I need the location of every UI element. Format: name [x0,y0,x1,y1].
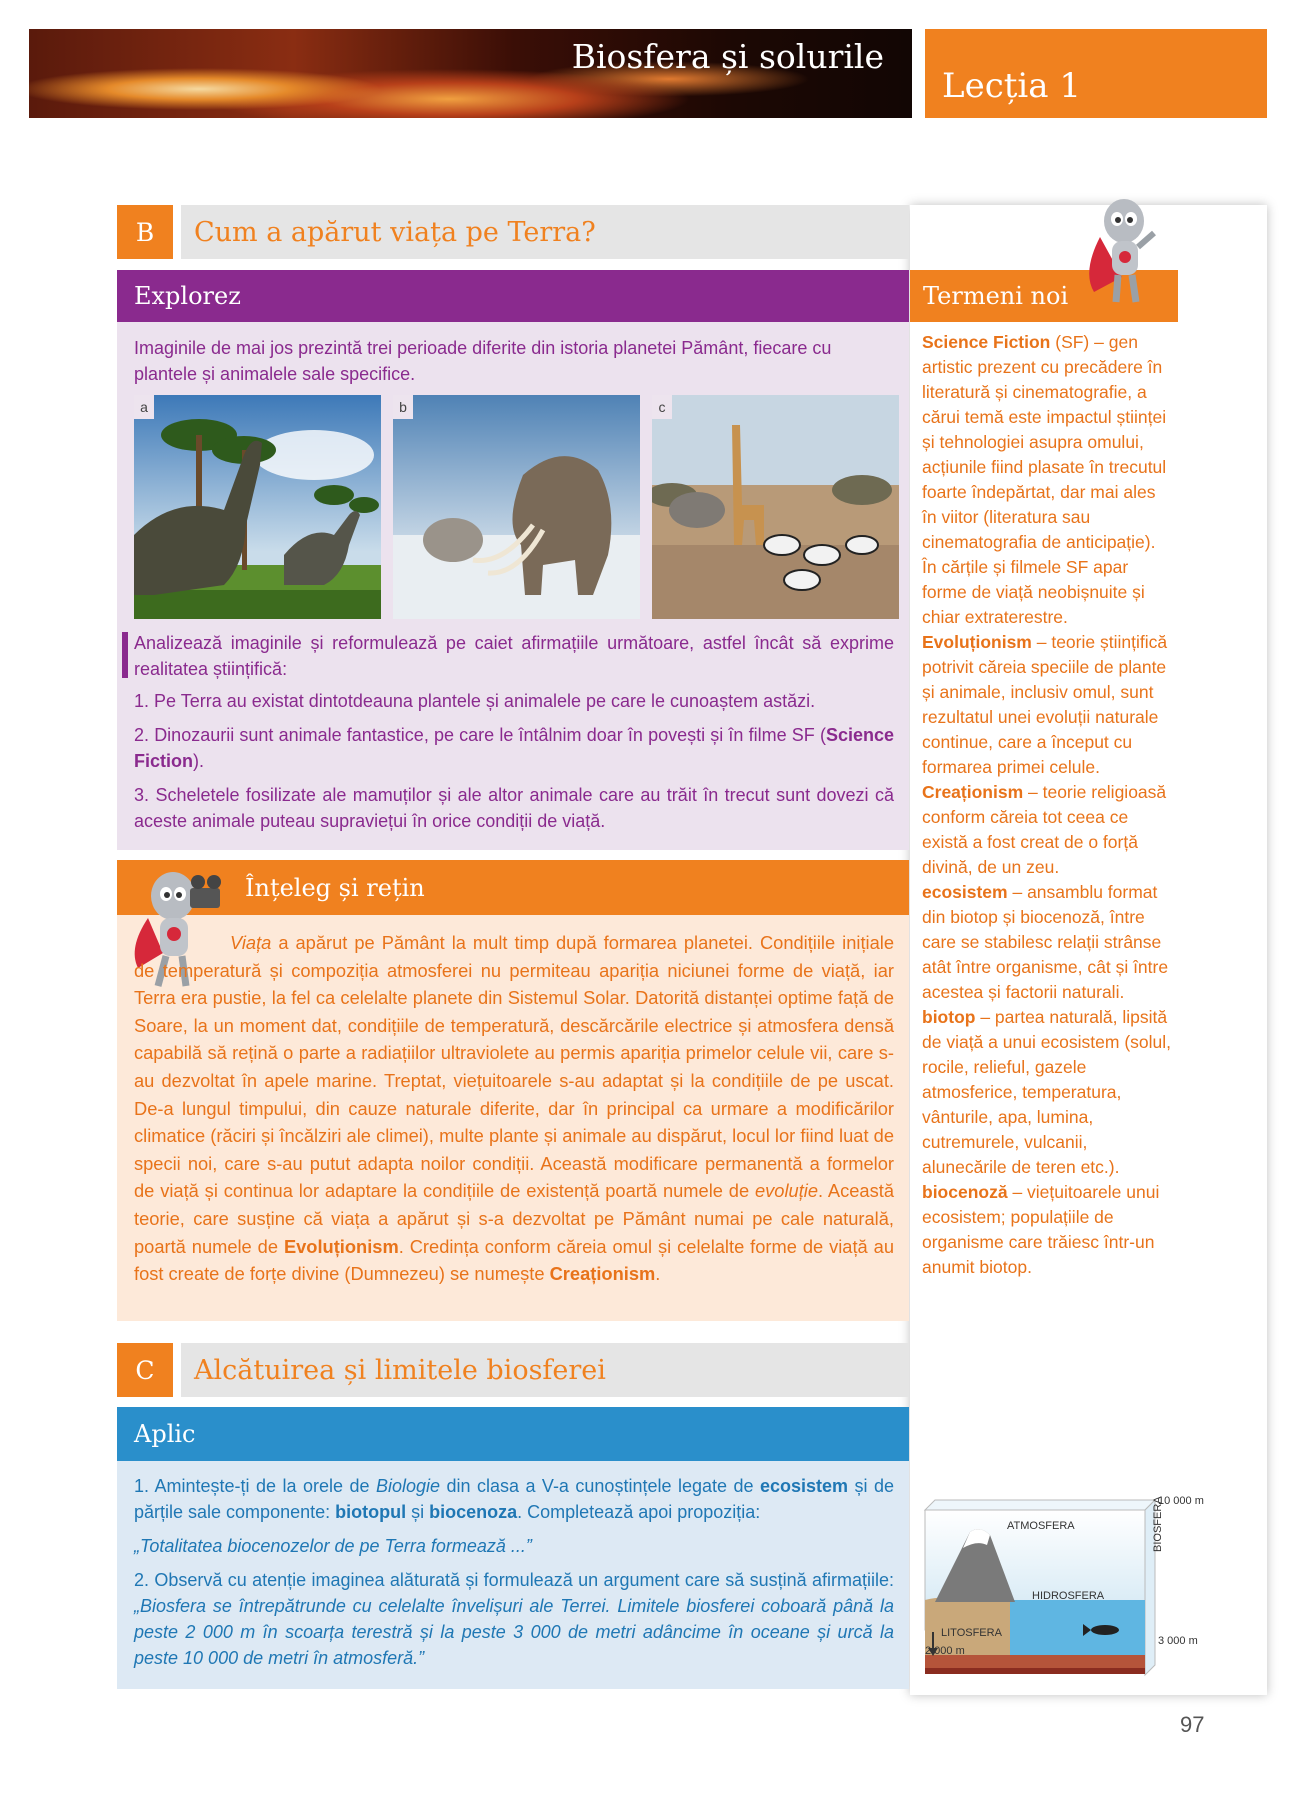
photo-dinosaurs [134,395,381,619]
explorez-intro: Imaginile de mai jos prezintă trei perioade diferite din istoria planetei Pământ, fiecare cu plantele și animalele sale specifice. [134,338,832,384]
chapter-title: Biosfera și solurile [571,37,884,76]
lesson-title: Lecția 1 [942,66,1081,106]
label-biosfera: BIOSFERA [1152,1496,1164,1552]
term-biotopul: biotopul [335,1502,407,1522]
term-ecosistem: ecosistem [759,1476,849,1496]
aplic-heading: Aplic [117,1407,909,1461]
text-part-4: . [655,1263,661,1285]
section-c-title: Alcătuirea și limitele biosferei [181,1343,909,1397]
explorez-item-3 [134,782,894,834]
term-entry-evolutionism [922,630,1172,780]
aplic-item-2 [134,1567,894,1671]
section-b-letter: B [117,205,173,259]
item-number: 1. [134,691,150,711]
item-number: 3. [134,785,150,805]
item-number: 1. [134,1476,150,1496]
photo-label-b: b [393,395,413,419]
aplic-item-1 [134,1473,894,1525]
label-litosfera: LITOSFERA [941,1627,1002,1639]
text-e: . Completează apoi propoziția: [517,1502,761,1522]
term-name: Science Fiction [922,332,1051,352]
biosphere-diagram [915,1490,1215,1685]
explorez-item-2 [134,722,894,774]
instruction-marker [122,632,128,678]
text-b: din clasa a V-a cunoștințele legate de [440,1476,760,1496]
term-creationism: Creaționism [549,1263,656,1285]
inteleg-heading: Înțeleg și rețin [117,860,909,915]
term-definition: – teorie științifică potrivit căreia speciile de plante și animale, inclusiv omul, sunt rezultatul unei evoluții naturale continue, care a început cu formarea primei celule. [922,632,1168,777]
quote-biosfera: „Biosfera se întrepătrunde cu celelalte învelișuri ale Terrei. Limitele biosferei coboară până la peste 2 000 m în scoarța terestră și la peste 3 000 de metri adâncime în oceane și urcă la peste 10 000 de metri în atmosferă.” [134,1596,894,1668]
text-d: și [406,1502,430,1522]
label-height-top: 10 000 m [1158,1495,1204,1507]
term-entry-creationism [922,780,1172,880]
label-depth-ocean: 3 000 m [1158,1635,1198,1647]
item-number: 2. [134,1570,150,1590]
explorez-heading: Explorez [117,270,909,322]
explorez-item-1 [134,688,894,714]
text-part-1: a apărut pe Pământ la mult timp după formarea planetei. Condițiile inițiale de temperatură și compoziția atmosferei nu permiteau apariția niciunei forme de viață, iar Terra era pustie, la fel ca celelalte planete din Sistemul Solar. Datorită distanței optime față de Soare, la un moment dat, condițiile de temperatură, descărcările electrice și atmosfera densă capabilă să rețină o parte a radiațiilor ultraviolete au permis apariția primelor celule vii, care s-au dezvoltat în apele marine. Treptat, viețuitoarele s-au adaptat și la condițiile de pe uscat. De-a lungul timpului, din cauze naturale diferite, dar în principal ca urmare a modificărilor climatice (răciri și încălziri ale climei), multe plante și animale au dispărut, locul lor fiind luat de specii noi, care s-au putut adapta noilor condiții. Această modificare permanentă a formelor de viață și continua lor adaptare la condițiile de existență poartă numele de [134,932,894,1202]
item-term: Science Fiction [134,725,894,771]
dinosaur-illustration [134,395,381,619]
em-viata: Viața [230,932,272,953]
termeni-list [922,330,1172,1280]
lesson-badge [925,29,1267,118]
aplic-quote-1: „Totalitatea biocenozelor de pe Terra formează ...” [134,1536,532,1556]
inteleg-paragraph [134,929,894,1288]
section-c-letter: C [117,1343,173,1397]
label-atmosfera: ATMOSFERA [1007,1520,1075,1532]
em-biologie: Biologie [375,1476,440,1496]
term-definition: – gen artistic prezent cu precădere în literatură și cinematografie, a cărui temă este impactul științei și tehnologiei asupra omului, acțiunile fiind plasate în trecutul foarte îndepărtat, dar mai ales în viitor (literatura sau cinematografia de anticipație). În cărțile și filmele SF apar forme de viață neobișnuite și chiar extraterestre. [922,332,1167,627]
label-depth-land: 2 000 m [925,1645,965,1657]
term-name: biocenoză [922,1182,1008,1202]
item-text: Pe Terra au existat dintotdeauna plantele și animalele pe care le cunoaștem astăzi. [154,691,816,711]
item-number: 2. [134,725,150,745]
item-text: Dinozaurii sunt animale fantastice, pe care le întâlnim doar în povești și în filme SF ( [154,725,826,745]
term-evolutionism: Evoluționism [283,1235,399,1257]
term-name: Evoluționism [922,632,1032,652]
savanna-illustration [652,395,899,619]
term-definition: – partea naturală, lipsită de viață a unui ecosistem (solul, rocile, relieful, gazele atmosferice, temperatura, vânturile, apa, lumina, cutremurele, vulcanii, alunecările de teren etc.). [922,1007,1172,1177]
mammoth-illustration [393,395,640,619]
photo-label-c: c [652,395,672,419]
term-entry-biocenoza [922,1180,1172,1280]
term-definition: – viețuitoarele unui ecosistem; populațiile de organisme care trăiesc într-un anumit biotop. [922,1182,1160,1277]
term-name: ecosistem [922,882,1008,902]
text-part-3: . Credința conform căreia omul și celelalte forme de viață au fost create de forțe divine (Dumnezeu) se numește [134,1235,894,1285]
term-name: biotop [922,1007,976,1027]
term-definition: – ansamblu format din biotop și biocenoză, între care se stabilesc relații strânse atât între organisme, cât și între acestea și factorii naturali. [922,882,1169,1002]
term-abbrev: (SF) [1050,332,1090,352]
mascot-hero-icon [1082,197,1172,312]
text-c: și de părțile sale componente: [134,1476,894,1522]
explorez-instruction: Analizează imaginile și reformulează pe caiet afirmațiile următoare, astfel încât să exprime realitatea științifică: [134,633,894,679]
termeni-heading: Termeni noi [910,270,1178,322]
photo-savanna [652,395,899,619]
page-number: 97 [1180,1712,1205,1737]
term-entry-ecosistem [922,880,1172,1005]
label-hidrosfera: HIDROSFERA [1032,1590,1105,1602]
term-definition: – teorie religioasă conform căreia tot ceea ce există a fost creat de o forță divină, de un zeu. [922,782,1167,877]
item-text: Scheletele fosilizate ale mamuților și ale altor animale care au trăit în trecut sunt dovezi că aceste animale puteau supraviețui în orice condiții de viață. [134,785,894,831]
item-text-end: ). [193,751,204,771]
em-evolutie: evoluție [754,1180,818,1202]
text-a: Observă cu atenție imaginea alăturată și formulează un argument care să susțină afirmațiile: [154,1570,894,1590]
term-entry-science-fiction [922,330,1172,630]
photo-label-a: a [134,395,154,419]
term-name: Creaționism [922,782,1024,802]
section-b-title: Cum a apărut viața pe Terra? [181,205,909,259]
text-part-2: . Această teorie, care susține că viața a apărut și s-a dezvoltat pe Pământ numai pe cale naturală, poartă numele de [134,1180,894,1257]
text-a: Amintește-ți de la orele de [154,1476,376,1496]
term-biocenoza: biocenoza [429,1502,518,1522]
photo-mammoths [393,395,640,619]
term-entry-biotop [922,1005,1172,1180]
chapter-banner [29,29,912,118]
